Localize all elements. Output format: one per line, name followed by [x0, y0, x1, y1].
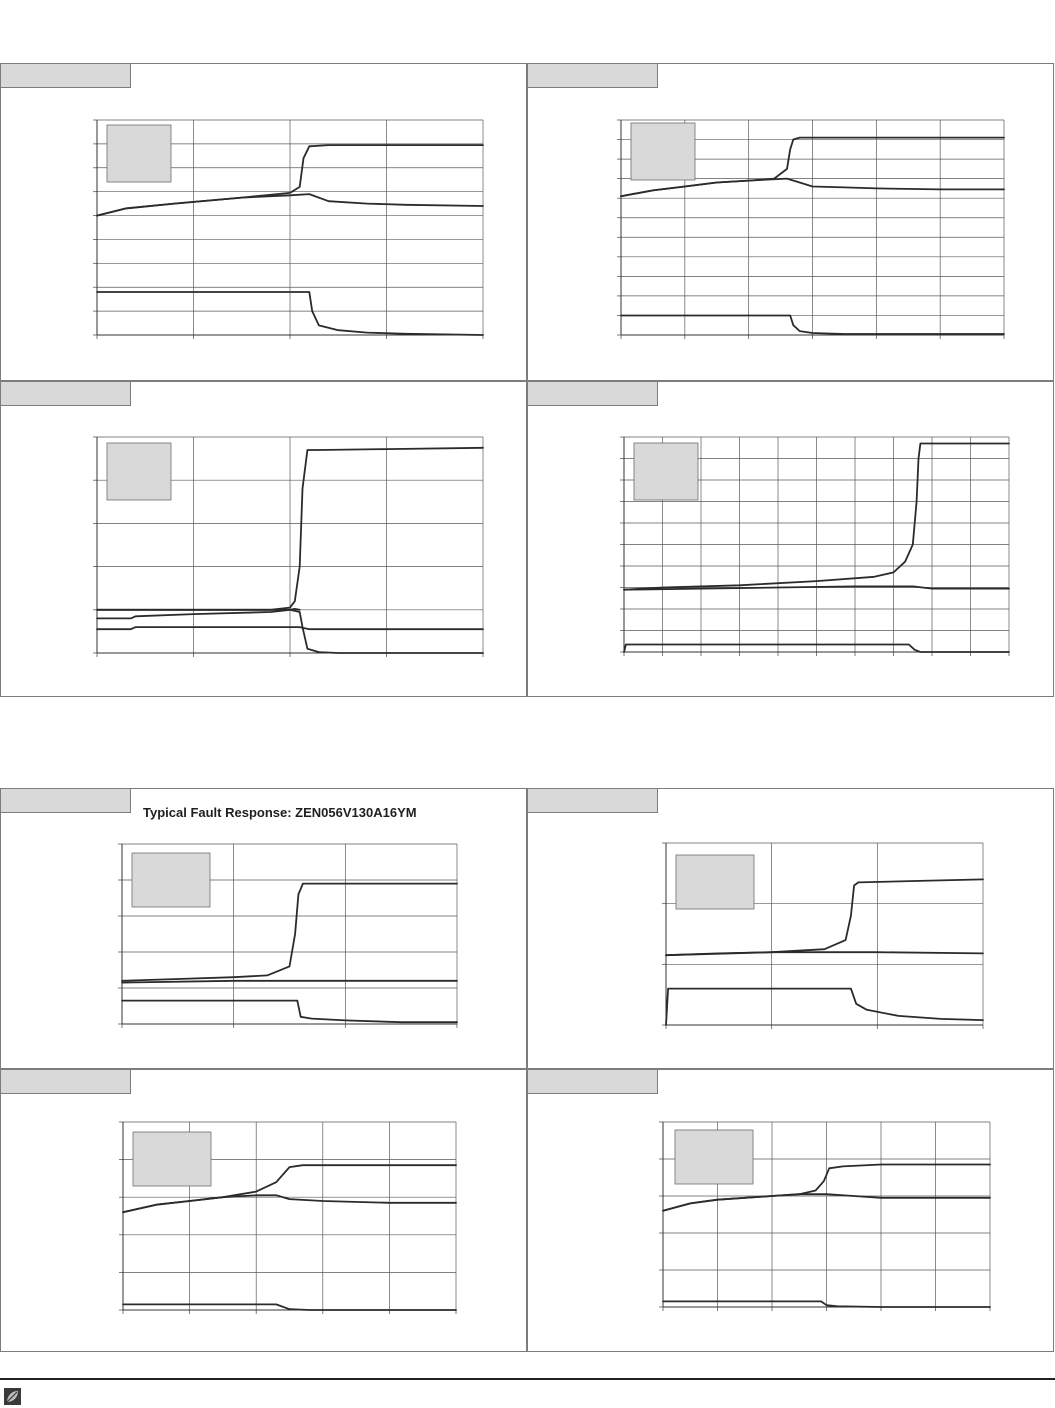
- chart-panel-7: [0, 1069, 527, 1352]
- chart-panel-8: [527, 1069, 1054, 1352]
- footer-rule: [0, 1378, 1055, 1380]
- line-chart: [598, 117, 1018, 347]
- legend-box: [631, 123, 695, 180]
- chart-panel-3: [0, 381, 527, 697]
- chart-title: Typical Fault Response: ZEN056V130A16YM: [143, 805, 417, 820]
- panel-tab: [528, 382, 658, 406]
- legend-box: [675, 1130, 753, 1184]
- leaf-logo-icon: [4, 1388, 21, 1405]
- line-chart: [648, 1121, 998, 1321]
- series-line-2: [123, 1195, 456, 1212]
- panel-tab: [1, 789, 131, 813]
- chart-panel-5: [0, 788, 527, 1069]
- panel-tab: [528, 789, 658, 813]
- line-chart: [101, 842, 471, 1042]
- panel-tab: [1, 1070, 131, 1094]
- legend-box: [634, 443, 698, 500]
- series-line-2: [666, 952, 983, 955]
- panel-tab: [1, 382, 131, 406]
- line-chart: [648, 842, 998, 1042]
- legend-box: [107, 125, 171, 182]
- chart-panel-2: [527, 63, 1054, 381]
- series-line-3: [122, 1001, 457, 1023]
- chart-panel-4: [527, 381, 1054, 697]
- line-chart: [71, 434, 491, 664]
- line-chart: [101, 1121, 471, 1321]
- legend-box: [676, 855, 754, 909]
- panel-tab: [1, 64, 131, 88]
- legend-box: [132, 853, 210, 907]
- legend-box: [107, 443, 171, 500]
- series-line-3: [666, 989, 983, 1025]
- line-chart: [71, 117, 491, 347]
- chart-panel-1: [0, 63, 527, 381]
- line-chart: [598, 434, 1018, 664]
- chart-panel-6: [527, 788, 1054, 1069]
- legend-box: [133, 1132, 211, 1186]
- series-line-3: [123, 1304, 456, 1310]
- panel-tab: [528, 1070, 658, 1094]
- panel-tab: [528, 64, 658, 88]
- series-line-2: [122, 981, 457, 983]
